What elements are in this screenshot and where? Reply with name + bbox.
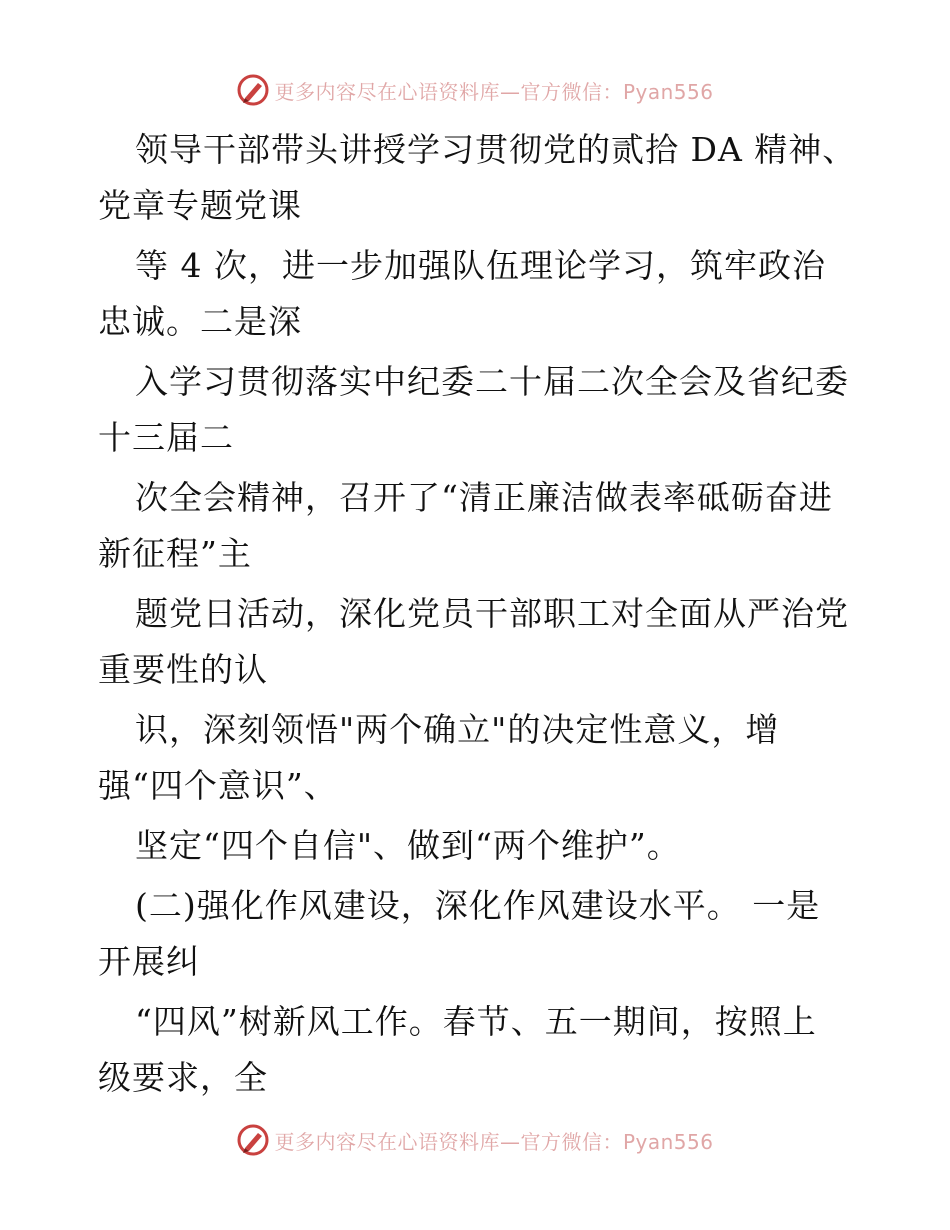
pen-circle-logo-icon xyxy=(236,73,270,107)
text-line: 坚定“四个自信"、做到“两个维护”。 xyxy=(135,826,681,865)
text-line: 开展纠 xyxy=(98,942,200,981)
text-line: (二)强化作风建设，深化作风建设水平。 一是 xyxy=(135,886,821,925)
watermark-header xyxy=(0,70,950,110)
text-line: 题党日活动，深化党员干部职工对全面从严治党 xyxy=(135,594,849,633)
watermark-text: 更多内容尽在心语资料库—官方微信：Pyan556 xyxy=(274,1129,714,1154)
text-line: 领导干部带头讲授学习贯彻党的贰拾 DA 精神、 xyxy=(135,130,857,169)
text-line: 级要求，全 xyxy=(98,1058,268,1097)
text-line: 次全会精神，召开了“清正廉洁做表率砥砺奋进 xyxy=(135,478,833,517)
text-line: “四风”树新风工作。春节、五一期间，按照上 xyxy=(135,1002,817,1041)
text-line: 识，深刻领悟"两个确立"的决定性意义，增 xyxy=(135,710,780,749)
text-line: 新征程”主 xyxy=(98,534,252,573)
text-line: 十三届二 xyxy=(98,418,234,457)
text-line: 重要性的认 xyxy=(98,650,268,689)
watermark-footer xyxy=(0,1120,950,1160)
watermark-text: 更多内容尽在心语资料库—官方微信：Pyan556 xyxy=(274,79,714,104)
text-line: 党章专题党课 xyxy=(98,186,302,225)
text-line: 强“四个意识”、 xyxy=(98,766,338,805)
text-line: 忠诚。二是深 xyxy=(98,302,302,341)
pen-circle-logo-icon xyxy=(236,1123,270,1157)
text-line: 等 4 次，进一步加强队伍理论学习，筑牢政治 xyxy=(135,246,826,285)
text-line: 入学习贯彻落实中纪委二十届二次全会及省纪委 xyxy=(135,362,849,401)
